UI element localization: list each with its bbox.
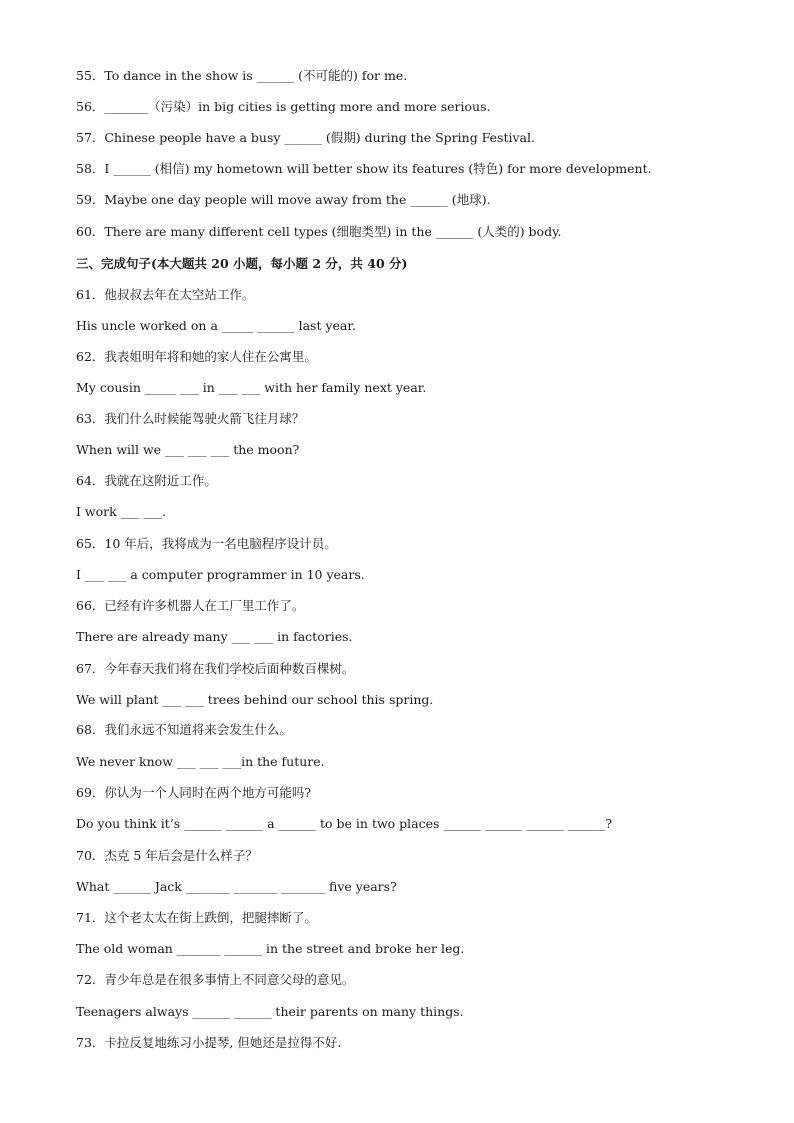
question-57: 57．Chinese people have a busy ______ (假期) during the Spring Festival. xyxy=(76,130,535,145)
question-55: 55．To dance in the show is ______ (不可能的) for me. xyxy=(76,68,408,83)
question-70-prompt: 70．杰克 5 年后会是什么样子？ xyxy=(76,848,258,863)
question-61-prompt: 61．他叔叔去年在太空站工作。 xyxy=(76,287,255,302)
section-heading: 三、完成句子(本大题共 20 小题，每小题 2 分，共 40 分) xyxy=(76,256,408,271)
question-59: 59．Maybe one day people will move away from the ______ (地球). xyxy=(76,192,491,207)
question-69-prompt: 69．你认为一个人同时在两个地方可能吗? xyxy=(76,785,312,800)
question-61-answer-line: His uncle worked on a _____ ______ last year. xyxy=(76,318,356,333)
question-66-prompt: 66．已经有许多机器人在工厂里工作了。 xyxy=(76,598,305,613)
question-70-answer-line: What ______ Jack _______ _______ _______ five years? xyxy=(76,879,397,894)
question-58: 58．I ______ (相信) my hometown will better show its features (特色) for more development. xyxy=(76,161,652,176)
question-71-answer-line: The old woman _______ ______ in the street and broke her leg. xyxy=(76,941,465,956)
question-56: 56．_______（污染）in big cities is getting more and more serious. xyxy=(76,99,491,114)
question-72-answer-line: Teenagers always ______ ______ their parents on many things. xyxy=(76,1004,464,1019)
question-66-answer-line: There are already many ___ ___ in factories. xyxy=(76,629,353,644)
question-65-prompt: 65．10 年后，我将成为一名电脑程序设计员。 xyxy=(76,536,337,551)
question-69-answer-line: Do you think it’s ______ ______ a ______ to be in two places ______ ______ ______ ______? xyxy=(76,816,613,831)
question-71-prompt: 71．这个老太太在街上跌倒，把腿摔断了。 xyxy=(76,910,317,925)
question-68-answer-line: We never know ___ ___ ___in the future. xyxy=(76,754,325,769)
question-67-prompt: 67．今年春天我们将在我们学校后面种数百棵树。 xyxy=(76,661,355,676)
question-64-answer-line: I work ___ ___. xyxy=(76,504,167,519)
question-62-prompt: 62．我表姐明年将和她的家人住在公寓里。 xyxy=(76,349,317,364)
question-67-answer-line: We will plant ___ ___ trees behind our school this spring. xyxy=(76,692,434,707)
question-65-answer-line: I ___ ___ a computer programmer in 10 years. xyxy=(76,567,365,582)
question-63-answer-line: When will we ___ ___ ___ the moon? xyxy=(76,442,300,457)
question-62-answer-line: My cousin _____ ___ in ___ ___ with her family next year. xyxy=(76,380,427,395)
question-73-prompt: 73．卡拉反复地练习小提琴, 但她还是拉得不好. xyxy=(76,1035,342,1050)
question-68-prompt: 68．我们永远不知道将来会发生什么。 xyxy=(76,722,292,737)
question-63-prompt: 63．我们什么时候能驾驶火箭飞往月球？ xyxy=(76,411,305,426)
question-64-prompt: 64．我就在这附近工作。 xyxy=(76,473,217,488)
question-72-prompt: 72．青少年总是在很多事情上不同意父母的意见。 xyxy=(76,972,355,987)
question-60: 60．There are many different cell types (细胞类型) in the ______ (人类的) body. xyxy=(76,224,562,239)
